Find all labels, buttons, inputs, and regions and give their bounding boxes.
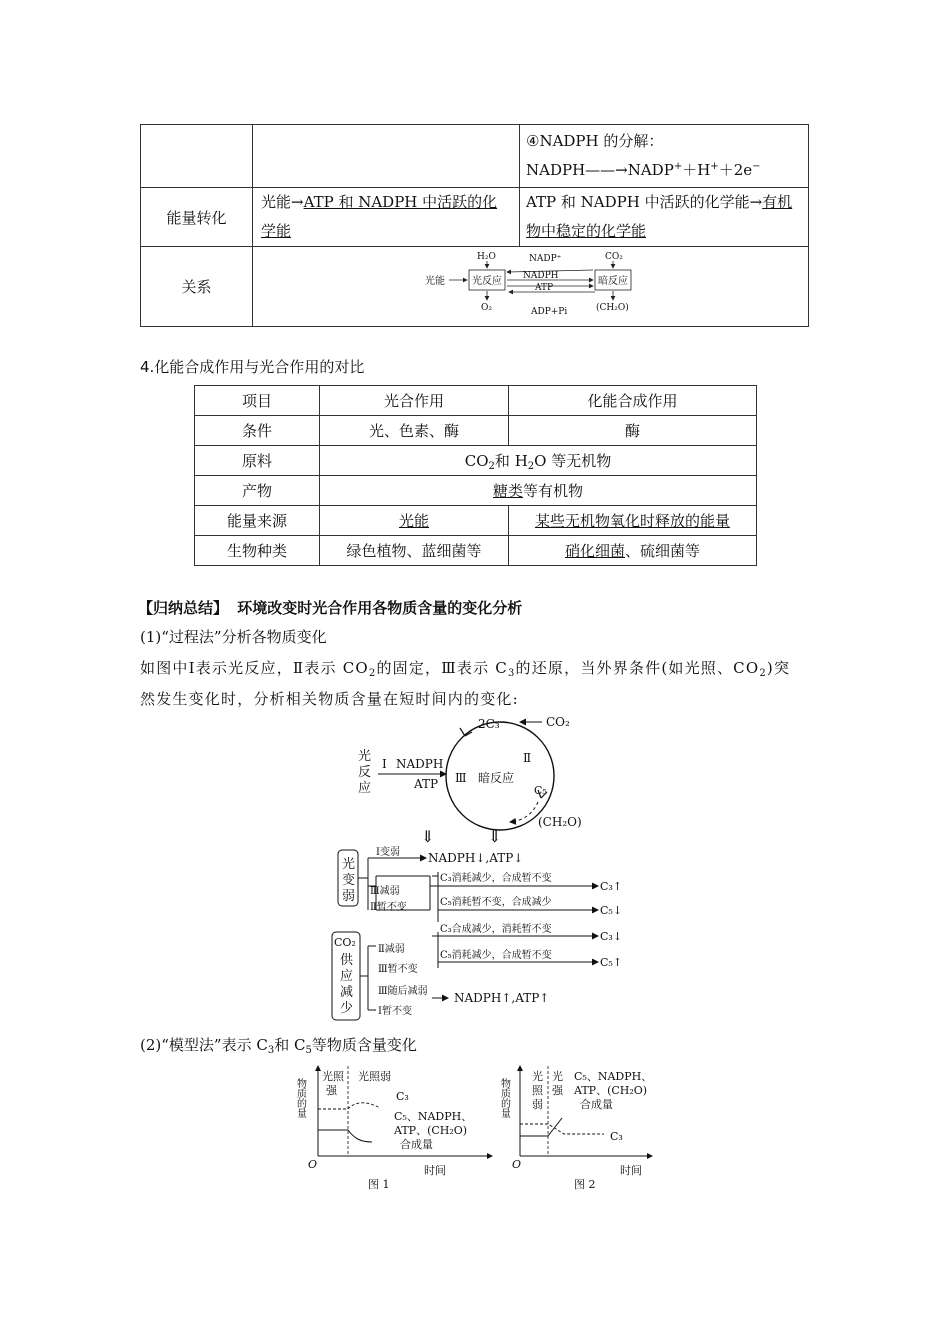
graph2-lbl-1: C₅、NADPH、	[574, 1070, 653, 1083]
flow2-d: Ⅰ暂不变	[378, 1006, 412, 1017]
graph2-caption: 图 2	[574, 1178, 596, 1191]
flow1-out1: C₃↑	[600, 880, 623, 893]
svg-text:少: 少	[340, 1001, 354, 1016]
graph1-c3-line	[318, 1103, 380, 1109]
diag-light-reaction: 光反应	[472, 275, 502, 287]
t2-condition-head: 条件	[195, 416, 320, 446]
light-dark-reaction-table	[140, 124, 809, 327]
svg-text:照: 照	[532, 1084, 543, 1097]
graph1-origin: O	[308, 1158, 318, 1171]
graph2-xlabel: 时间	[620, 1164, 642, 1177]
t2-condition-photo: 光、色素、酶	[320, 416, 509, 446]
diag-nadp: NADP⁺	[529, 253, 562, 264]
flow2-out2: C₅↑	[600, 956, 623, 969]
graph2-c3: C₃	[610, 1130, 623, 1143]
svg-text:CO₂: CO₂	[334, 936, 356, 949]
t2-head-chemo: 化能合成作用	[509, 386, 757, 416]
section-4-title: 4.化能合成作用与光合作用的对比	[140, 358, 365, 376]
graph1-ylabel: 物质的量	[294, 1078, 306, 1118]
diag-co2: CO₂	[605, 251, 623, 262]
svg-text:光: 光	[552, 1070, 563, 1083]
cycle-iii: Ⅲ	[455, 771, 467, 785]
t2-energy-photo: 光能	[320, 506, 509, 536]
cycle-nadph: NADPH	[396, 757, 444, 771]
table1-r0-c3	[520, 125, 809, 188]
flow1-c: Ⅱ暂不变	[370, 902, 407, 913]
svg-text:供: 供	[340, 953, 354, 968]
graph2-ylabel: 物质的量	[498, 1078, 510, 1118]
calvin-cycle-flow-diagram	[320, 710, 640, 1025]
t2-head-photo: 光合作用	[320, 386, 509, 416]
svg-text:光: 光	[532, 1070, 543, 1083]
down-arrow-1: ⇓	[421, 827, 435, 846]
svg-text:应: 应	[340, 969, 354, 984]
cycle-c5: C₅	[534, 784, 547, 797]
cycle-guang-3: 应	[358, 781, 372, 796]
summary-heading	[138, 597, 522, 618]
t2-energy-head: 能量来源	[195, 506, 320, 536]
cycle-guang-2: 反	[358, 765, 372, 780]
graph-2	[498, 1064, 704, 1194]
flow1-b: Ⅲ减弱	[370, 886, 400, 897]
graph1-s1-b: 强	[326, 1084, 337, 1097]
energy-conversion-head: 能量转化	[141, 188, 253, 247]
diag-light-energy: 光能	[425, 275, 445, 287]
summary-p3: 然发生变化时，分析相关物质含量在短时间内的变化:	[140, 690, 519, 708]
t2-organism-photo: 绿色植物、蓝细菌等	[320, 536, 509, 566]
diag-atp: ATP	[535, 282, 554, 293]
svg-text:弱: 弱	[342, 889, 356, 904]
summary-p2: 如图中Ⅰ表示光反应，Ⅱ表示 $CO_2$的固定，Ⅲ表示 $C_3$的还原，当外界条件(如光照、$CO_2$)突	[140, 659, 791, 679]
light-reaction-energy: 光能→ATP 和 NADPH 中活跃的化学能	[253, 188, 520, 247]
flow1-b-result: C₃消耗减少，合成暂不变	[440, 873, 552, 884]
t2-energy-chemo: 某些无机物氧化时释放的能量	[509, 506, 757, 536]
graph2-origin: O	[512, 1158, 522, 1171]
nadph-decomp-title: ④NADPH 的分解：	[526, 132, 664, 150]
cycle-2c3: 2C₃	[478, 717, 500, 731]
flow1-out2: C₅↓	[600, 904, 623, 917]
down-arrow-2: ⇓	[488, 827, 502, 846]
cycle-ch2o: (CH₂O)	[538, 815, 582, 829]
table1-r0-c1	[141, 125, 253, 188]
t2-organism-head: 生物种类	[195, 536, 320, 566]
flow2-c: Ⅲ随后减弱	[378, 986, 428, 997]
svg-text:弱: 弱	[532, 1098, 543, 1111]
cycle-i: Ⅰ	[382, 757, 387, 771]
summary-title: 环境改变时光合作用各物质含量的变化分析	[237, 599, 523, 617]
relation-diagram-cell	[253, 247, 809, 327]
flow2-out1: C₃↓	[600, 930, 623, 943]
t2-organism-chemo: 硝化细菌、硫细菌等	[509, 536, 757, 566]
relation-head: 关系	[141, 247, 253, 327]
light-dark-relation-diagram	[253, 248, 808, 326]
graph-1	[296, 1064, 496, 1194]
flow2-c-result: NADPH↑,ATP↑	[454, 991, 550, 1005]
diag-adp: ADP+Pi	[531, 306, 568, 317]
diag-h2o: H₂O	[477, 251, 496, 262]
svg-text:变: 变	[342, 873, 356, 888]
graph1-lbl-3: 合成量	[400, 1138, 433, 1151]
graph1-lbl-1: C₅、NADPH、	[394, 1110, 473, 1123]
graph2-c5-line	[520, 1118, 562, 1136]
t2-condition-chemo: 酶	[509, 416, 757, 446]
diag-nadph: NADPH	[523, 270, 559, 281]
graph1-c3: C₃	[396, 1090, 409, 1103]
flow1-c-result: C₅消耗暂不变，合成减少	[440, 897, 552, 908]
svg-text:强: 强	[552, 1084, 563, 1097]
cycle-atp: ATP	[414, 777, 439, 791]
flow2-b-result: C₅消耗减少，合成暂不变	[440, 950, 552, 961]
graph1-xlabel: 时间	[424, 1164, 446, 1177]
cycle-guang-1: 光	[358, 749, 372, 764]
graph2-lbl-2: ATP、(CH₂O)	[574, 1084, 648, 1097]
cycle-co2: CO₂	[546, 715, 570, 729]
diag-dark-reaction: 暗反应	[598, 275, 628, 287]
cycle-dark: 暗反应	[478, 771, 515, 785]
t2-material-head: 原料	[195, 446, 320, 476]
summary-tag: 【归纳总结】	[138, 599, 229, 617]
svg-text:光: 光	[342, 857, 356, 872]
summary-p1: (1)“过程法”分析各物质变化	[140, 628, 327, 646]
table1-r0-c2	[253, 125, 520, 188]
graph1-s1-a: 光照	[322, 1070, 344, 1083]
flow2-a-result: C₃合成减少，消耗暂不变	[440, 924, 552, 935]
summary-p4: (2)“模型法”表示 $C_3$和 $C_5$等物质含量变化	[140, 1036, 417, 1056]
flow2-b: Ⅲ暂不变	[378, 964, 418, 975]
graph1-caption: 图 1	[368, 1178, 390, 1191]
graph1-s2: 光照弱	[358, 1070, 391, 1083]
t2-product: 糖类等有机物	[320, 476, 757, 506]
diag-ch2o: (CH₂O)	[596, 302, 629, 313]
t2-head-item: 项目	[195, 386, 320, 416]
flow1-a: Ⅰ变弱	[376, 847, 400, 858]
graph1-lbl-2: ATP、(CH₂O)	[394, 1124, 468, 1137]
t2-product-head: 产物	[195, 476, 320, 506]
graph2-c3-line	[520, 1124, 604, 1134]
t2-material: $CO_2$和 $H_2O$ 等无机物	[320, 446, 757, 476]
graph2-lbl-3: 合成量	[580, 1098, 613, 1111]
flow2-a: Ⅱ减弱	[378, 944, 405, 955]
flow1-a-result: NADPH↓,ATP↓	[428, 851, 524, 865]
graph1-c5-line	[318, 1130, 372, 1142]
diag-o2: O₂	[481, 302, 492, 313]
chemosynthesis-comparison-table	[194, 385, 757, 566]
svg-text:减: 减	[340, 985, 354, 1000]
dark-reaction-energy: ATP 和 NADPH 中活跃的化学能→有机物中稳定的化学能	[520, 188, 809, 247]
cycle-ii: Ⅱ	[523, 751, 532, 765]
nadph-decomp-equation: NADPH——→NADP+＋H+＋2e−	[526, 161, 761, 179]
